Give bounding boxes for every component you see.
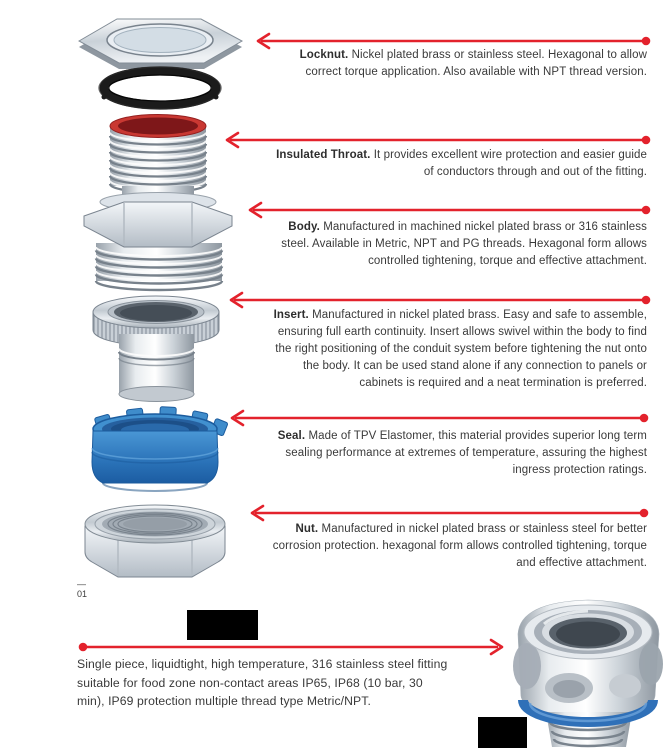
insert-text: Manufactured in nickel plated brass. Easy and safe to assemble, ensuring full earth continuity. Insert allows swivel within the body to find the right positioning of the conduit system before tightening the nut onto the body. It can be used stand alone if any connection to panels or cabinets is required and a neat termination is preferred. — [275, 309, 647, 389]
locknut-arrow — [258, 34, 650, 48]
body-arrow — [250, 203, 650, 217]
nut-text: Manufactured in nickel plated brass or stainless steel for better corrosion protection. hexagonal form allows controlled tightening, torque and effective attachment. — [272, 523, 647, 569]
seal-arrow — [232, 411, 648, 425]
seal-text: Made of TPV Elastomer, this material provides superior long term sealing performance at extremes of temperature, assuring the highest ingress protection ratings. — [285, 430, 647, 476]
page-number: 01 — [77, 589, 88, 599]
page-marker — [77, 579, 87, 599]
seal-annotation — [269, 428, 647, 479]
body-title: Body. — [288, 221, 320, 233]
product-arrow — [79, 640, 502, 654]
product-description: Single piece, liquidtight, high temperature, 316 stainless steel fitting suitable for food zone non-contact areas IP65, IP68 (10 bar, 30 min), IP69 protection multiple thread type Metric/NPT. — [77, 657, 448, 708]
insulated-throat-text: It provides excellent wire protection and easier guide of conductors through and out of the fitting. — [373, 149, 647, 178]
insulated-throat-arrow — [227, 133, 650, 147]
nut-arrow — [252, 506, 648, 520]
insert-title: Insert. — [273, 309, 309, 321]
redacted-block-top — [187, 610, 258, 640]
locknut-annotation — [269, 47, 647, 81]
redacted-block-bottom — [478, 717, 527, 748]
body-annotation — [269, 219, 647, 270]
locknut-text: Nickel plated brass or stainless steel. Hexagonal to allow correct torque application. Also available with NPT thread version. — [305, 49, 647, 78]
insulated-throat-annotation — [269, 147, 647, 181]
body-text: Manufactured in machined nickel plated brass or 316 stainless steel. Available in Metric, NPT and PG threads. Hexagonal form allows controlled tightening, torque and effective attachment. — [281, 221, 647, 267]
nut-annotation — [269, 521, 647, 572]
locknut-title: Locknut. — [299, 49, 349, 61]
insert-arrow — [231, 293, 650, 307]
insert-annotation — [269, 307, 647, 392]
seal-title: Seal. — [277, 430, 306, 442]
nut-title: Nut. — [295, 523, 319, 535]
page-marker-dash: — — [77, 579, 86, 589]
insulated-throat-title: Insulated Throat. — [276, 149, 371, 161]
